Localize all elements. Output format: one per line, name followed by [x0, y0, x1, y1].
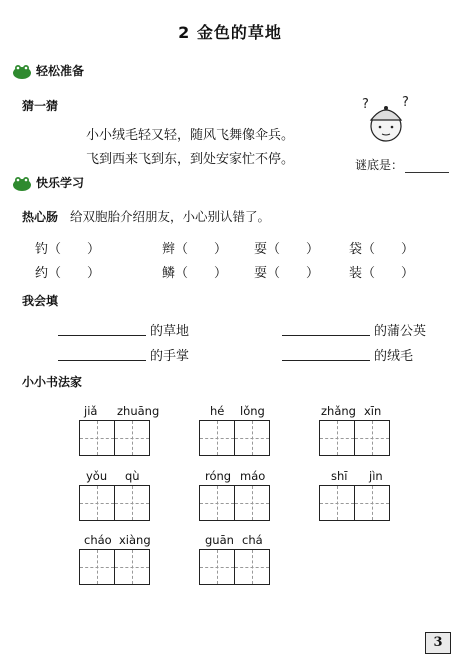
svg-text:?: ?	[402, 95, 409, 110]
fill-blank[interactable]	[282, 360, 370, 361]
char-pair-item[interactable]: 辫（ ）	[162, 242, 228, 257]
section-learn-title: 快乐学习	[36, 176, 85, 190]
hearty-instruction: 给双胞胎介绍朋友，小心别认错了。	[70, 209, 271, 224]
pinyin: lǒng	[240, 404, 265, 418]
writing-grid[interactable]	[354, 420, 390, 456]
pinyin: shī	[331, 469, 348, 483]
char-pair-item[interactable]: 鳞（ ）	[162, 266, 228, 281]
writing-grid[interactable]	[199, 420, 235, 456]
writing-grid[interactable]	[354, 485, 390, 521]
frog-icon	[12, 175, 32, 191]
hearty-label: 热心肠	[22, 210, 59, 224]
page-number: 3	[425, 632, 451, 654]
calligraphy-label: 小小书法家	[22, 375, 83, 389]
pinyin: yǒu	[86, 469, 108, 483]
char-pair-item[interactable]: 耍（ ）	[254, 242, 320, 257]
riddle-answer-blank[interactable]	[405, 160, 449, 173]
writing-grid[interactable]	[114, 420, 150, 456]
writing-grid[interactable]	[319, 420, 355, 456]
writing-grid[interactable]	[199, 549, 235, 585]
pinyin: chá	[242, 533, 263, 547]
pinyin: cháo	[84, 533, 112, 547]
writing-grid[interactable]	[114, 485, 150, 521]
riddle-line-1: 小小绒毛轻又轻，随风飞舞像伞兵。	[86, 128, 295, 143]
char-pair-item[interactable]: 装（ ）	[349, 266, 415, 281]
char-pair-item[interactable]: 袋（ ）	[349, 242, 415, 257]
writing-grid[interactable]	[234, 485, 270, 521]
pinyin: máo	[240, 469, 266, 483]
pinyin: hé	[210, 404, 225, 418]
pinyin: qù	[125, 469, 140, 483]
fill-label: 我会填	[22, 294, 59, 308]
char-pair-item[interactable]: 约（ ）	[35, 266, 101, 281]
pinyin: jìn	[369, 469, 383, 483]
pinyin: xiàng	[119, 533, 151, 547]
svg-text:?: ?	[362, 97, 369, 112]
fill-blank[interactable]	[282, 335, 370, 336]
fill-phrase: 的草地	[150, 324, 190, 339]
thinking-child-illustration	[358, 92, 414, 148]
writing-grid[interactable]	[79, 420, 115, 456]
pinyin: róng	[205, 469, 232, 483]
fill-blank[interactable]	[58, 360, 146, 361]
pinyin: zhǎng	[321, 404, 356, 418]
char-pair-item[interactable]: 耍（ ）	[254, 266, 320, 281]
writing-grid[interactable]	[199, 485, 235, 521]
writing-grid[interactable]	[79, 549, 115, 585]
writing-grid[interactable]	[114, 549, 150, 585]
riddle-line-2: 飞到西来飞到东，到处安家忙不停。	[86, 152, 295, 167]
fill-blank[interactable]	[58, 335, 146, 336]
writing-grid[interactable]	[234, 549, 270, 585]
pinyin: zhuāng	[117, 404, 160, 418]
fill-phrase: 的绒毛	[374, 349, 414, 364]
writing-grid[interactable]	[79, 485, 115, 521]
riddle-answer-label: 谜底是：	[355, 158, 404, 172]
guess-label: 猜一猜	[22, 99, 59, 113]
pinyin: xīn	[364, 404, 382, 418]
fill-phrase: 的手掌	[150, 349, 190, 364]
char-pair-item[interactable]: 钓（ ）	[35, 242, 101, 257]
section-learn-header	[12, 174, 84, 191]
fill-phrase: 的蒲公英	[374, 324, 427, 339]
frog-icon	[12, 63, 32, 79]
page-title: 2 金色的草地	[178, 23, 282, 42]
writing-grid[interactable]	[319, 485, 355, 521]
pinyin: guān	[205, 533, 234, 547]
section-prepare-header	[12, 62, 84, 79]
writing-grid[interactable]	[234, 420, 270, 456]
section-prepare-title: 轻松准备	[36, 64, 85, 78]
pinyin: jiǎ	[84, 404, 98, 418]
riddle-answer	[355, 156, 449, 173]
